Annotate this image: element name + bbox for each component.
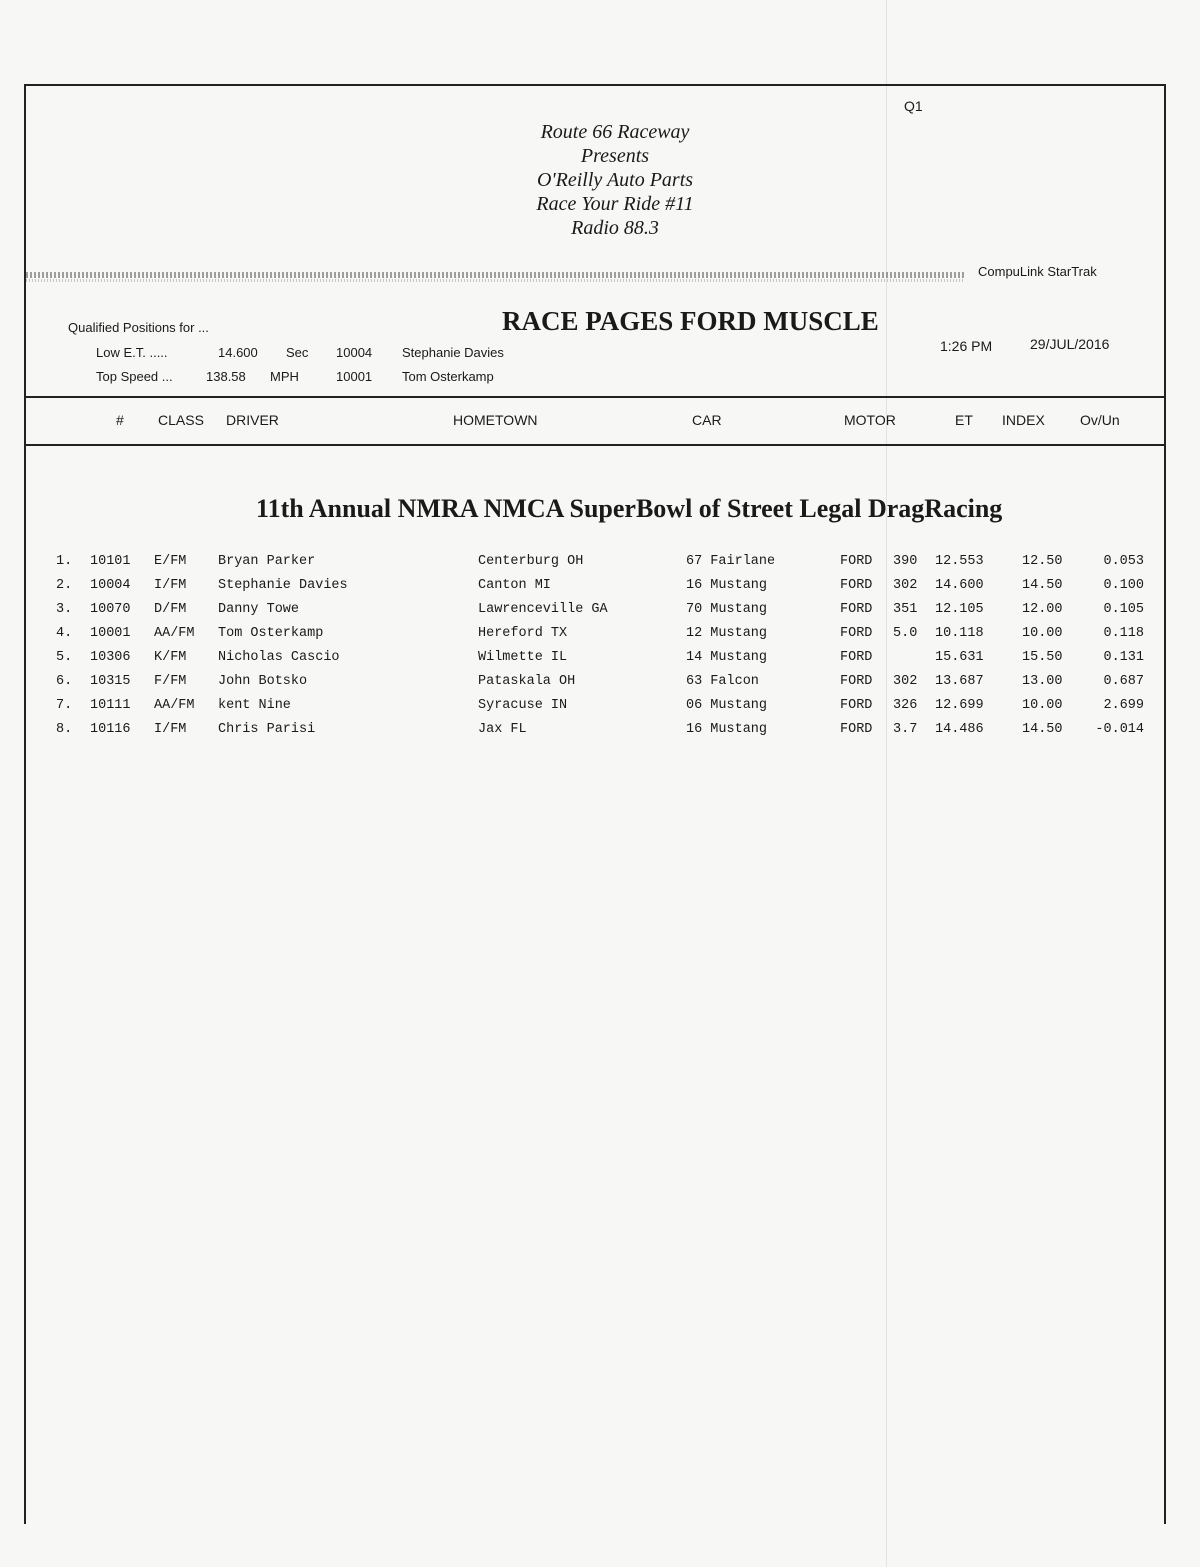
position: 4. bbox=[56, 626, 73, 641]
motor-make: FORD bbox=[840, 578, 873, 593]
report-date: 29/JUL/2016 bbox=[1030, 336, 1110, 352]
col-header-driver: DRIVER bbox=[226, 412, 279, 428]
top-speed-label: Top Speed ... bbox=[96, 369, 173, 384]
index: 15.50 bbox=[1022, 650, 1063, 665]
motor-displacement: 3.7 bbox=[893, 722, 918, 737]
col-header-car: CAR bbox=[692, 412, 722, 428]
top-speed-driver: Tom Osterkamp bbox=[402, 369, 494, 384]
motor-displacement: 390 bbox=[893, 554, 918, 569]
class: E/FM bbox=[154, 554, 187, 569]
hometown: Wilmette IL bbox=[478, 650, 568, 665]
class: AA/FM bbox=[154, 698, 195, 713]
driver: Chris Parisi bbox=[218, 722, 316, 737]
index: 13.00 bbox=[1022, 674, 1063, 689]
car: 63 Falcon bbox=[686, 674, 759, 689]
vendor-label: CompuLink StarTrak bbox=[978, 264, 1097, 279]
col-header-index: INDEX bbox=[1002, 412, 1045, 428]
over-under: 0.100 bbox=[1103, 578, 1144, 593]
motor-make: FORD bbox=[840, 626, 873, 641]
top-speed-unit: MPH bbox=[270, 369, 299, 384]
car: 12 Mustang bbox=[686, 626, 768, 641]
car: 67 Fairlane bbox=[686, 554, 776, 569]
elapsed-time: 14.486 bbox=[935, 722, 984, 737]
col-header-over-under: Ov/Un bbox=[1080, 412, 1120, 428]
index: 10.00 bbox=[1022, 698, 1063, 713]
dotted-divider bbox=[26, 279, 964, 282]
car-number: 10111 bbox=[90, 698, 131, 713]
class: D/FM bbox=[154, 602, 187, 617]
header-rule-top bbox=[26, 396, 1166, 398]
car-number: 10070 bbox=[90, 602, 131, 617]
motor-displacement: 302 bbox=[893, 674, 918, 689]
motor-make: FORD bbox=[840, 674, 873, 689]
top-speed-car-number: 10001 bbox=[336, 369, 373, 384]
class: I/FM bbox=[154, 722, 187, 737]
report-frame bbox=[24, 84, 1166, 1524]
class: I/FM bbox=[154, 578, 187, 593]
table-row bbox=[0, 650, 1200, 674]
hometown: Canton MI bbox=[478, 578, 551, 593]
car: 16 Mustang bbox=[686, 578, 768, 593]
elapsed-time: 12.553 bbox=[935, 554, 984, 569]
car: 14 Mustang bbox=[686, 650, 768, 665]
index: 14.50 bbox=[1022, 578, 1063, 593]
position: 1. bbox=[56, 554, 73, 569]
car-number: 10001 bbox=[90, 626, 131, 641]
col-header-class: CLASS bbox=[158, 412, 204, 428]
motor-displacement: 326 bbox=[893, 698, 918, 713]
low-et-driver: Stephanie Davies bbox=[402, 345, 504, 360]
motor-make: FORD bbox=[840, 554, 873, 569]
col-header-hometown: HOMETOWN bbox=[453, 412, 538, 428]
position: 3. bbox=[56, 602, 73, 617]
position: 6. bbox=[56, 674, 73, 689]
hometown: Pataskala OH bbox=[478, 674, 576, 689]
driver: Nicholas Cascio bbox=[218, 650, 340, 665]
over-under: 0.131 bbox=[1103, 650, 1144, 665]
elapsed-time: 14.600 bbox=[935, 578, 984, 593]
elapsed-time: 12.699 bbox=[935, 698, 984, 713]
driver: John Botsko bbox=[218, 674, 308, 689]
motor-make: FORD bbox=[840, 602, 873, 617]
motor-displacement: 351 bbox=[893, 602, 918, 617]
position: 7. bbox=[56, 698, 73, 713]
dotted-divider bbox=[26, 272, 964, 278]
over-under: 2.699 bbox=[1103, 698, 1144, 713]
presenter-line: Race Your Ride #11 bbox=[536, 193, 694, 215]
low-et-car-number: 10004 bbox=[336, 345, 373, 360]
table-row bbox=[0, 698, 1200, 722]
table-row bbox=[0, 602, 1200, 626]
class: K/FM bbox=[154, 650, 187, 665]
hometown: Jax FL bbox=[478, 722, 527, 737]
table-row bbox=[0, 554, 1200, 578]
motor-displacement: 5.0 bbox=[893, 626, 918, 641]
index: 12.00 bbox=[1022, 602, 1063, 617]
car: 06 Mustang bbox=[686, 698, 768, 713]
car-number: 10116 bbox=[90, 722, 131, 737]
col-header-number: # bbox=[116, 412, 124, 428]
motor-make: FORD bbox=[840, 650, 873, 665]
car-number: 10315 bbox=[90, 674, 131, 689]
car-number: 10101 bbox=[90, 554, 131, 569]
elapsed-time: 15.631 bbox=[935, 650, 984, 665]
driver: Tom Osterkamp bbox=[218, 626, 324, 641]
presenter-line: Route 66 Raceway bbox=[540, 121, 690, 143]
section-title: 11th Annual NMRA NMCA SuperBowl of Street Legal DragRacing bbox=[256, 494, 1003, 523]
position: 8. bbox=[56, 722, 73, 737]
low-et-label: Low E.T. ..... bbox=[96, 345, 168, 360]
elapsed-time: 13.687 bbox=[935, 674, 984, 689]
presenter-line: Radio 88.3 bbox=[571, 217, 659, 239]
hometown: Syracuse IN bbox=[478, 698, 568, 713]
car: 16 Mustang bbox=[686, 722, 768, 737]
driver: Danny Towe bbox=[218, 602, 300, 617]
col-header-et: ET bbox=[955, 412, 973, 428]
elapsed-time: 10.118 bbox=[935, 626, 984, 641]
position: 2. bbox=[56, 578, 73, 593]
over-under: 0.118 bbox=[1103, 626, 1144, 641]
event-title: RACE PAGES FORD MUSCLE bbox=[502, 306, 879, 336]
top-speed-value: 138.58 bbox=[206, 369, 246, 384]
motor-make: FORD bbox=[840, 722, 873, 737]
report-time: 1:26 PM bbox=[940, 338, 993, 354]
index: 14.50 bbox=[1022, 722, 1063, 737]
car-number: 10004 bbox=[90, 578, 131, 593]
car-number: 10306 bbox=[90, 650, 131, 665]
presenter-line: O'Reilly Auto Parts bbox=[536, 169, 694, 191]
driver: kent Nine bbox=[218, 698, 291, 713]
class: F/FM bbox=[154, 674, 187, 689]
hometown: Lawrenceville GA bbox=[478, 602, 608, 617]
driver: Bryan Parker bbox=[218, 554, 316, 569]
driver: Stephanie Davies bbox=[218, 578, 348, 593]
low-et-value: 14.600 bbox=[218, 345, 258, 360]
qualified-label: Qualified Positions for ... bbox=[68, 320, 209, 335]
motor-displacement: 302 bbox=[893, 578, 918, 593]
class: AA/FM bbox=[154, 626, 195, 641]
hometown: Centerburg OH bbox=[478, 554, 584, 569]
hometown: Hereford TX bbox=[478, 626, 568, 641]
index: 10.00 bbox=[1022, 626, 1063, 641]
low-et-unit: Sec bbox=[286, 345, 309, 360]
sheet-code: Q1 bbox=[904, 98, 923, 114]
presenter-block bbox=[470, 120, 760, 240]
elapsed-time: 12.105 bbox=[935, 602, 984, 617]
position: 5. bbox=[56, 650, 73, 665]
table-row bbox=[0, 626, 1200, 650]
table-row bbox=[0, 722, 1200, 746]
over-under: 0.687 bbox=[1103, 674, 1144, 689]
table-row bbox=[0, 578, 1200, 602]
car: 70 Mustang bbox=[686, 602, 768, 617]
over-under: 0.053 bbox=[1103, 554, 1144, 569]
over-under: -0.014 bbox=[1095, 722, 1144, 737]
presenter-line: Presents bbox=[580, 145, 650, 167]
header-rule-bottom bbox=[26, 444, 1166, 446]
col-header-motor: MOTOR bbox=[844, 412, 896, 428]
table-row bbox=[0, 674, 1200, 698]
motor-make: FORD bbox=[840, 698, 873, 713]
index: 12.50 bbox=[1022, 554, 1063, 569]
over-under: 0.105 bbox=[1103, 602, 1144, 617]
